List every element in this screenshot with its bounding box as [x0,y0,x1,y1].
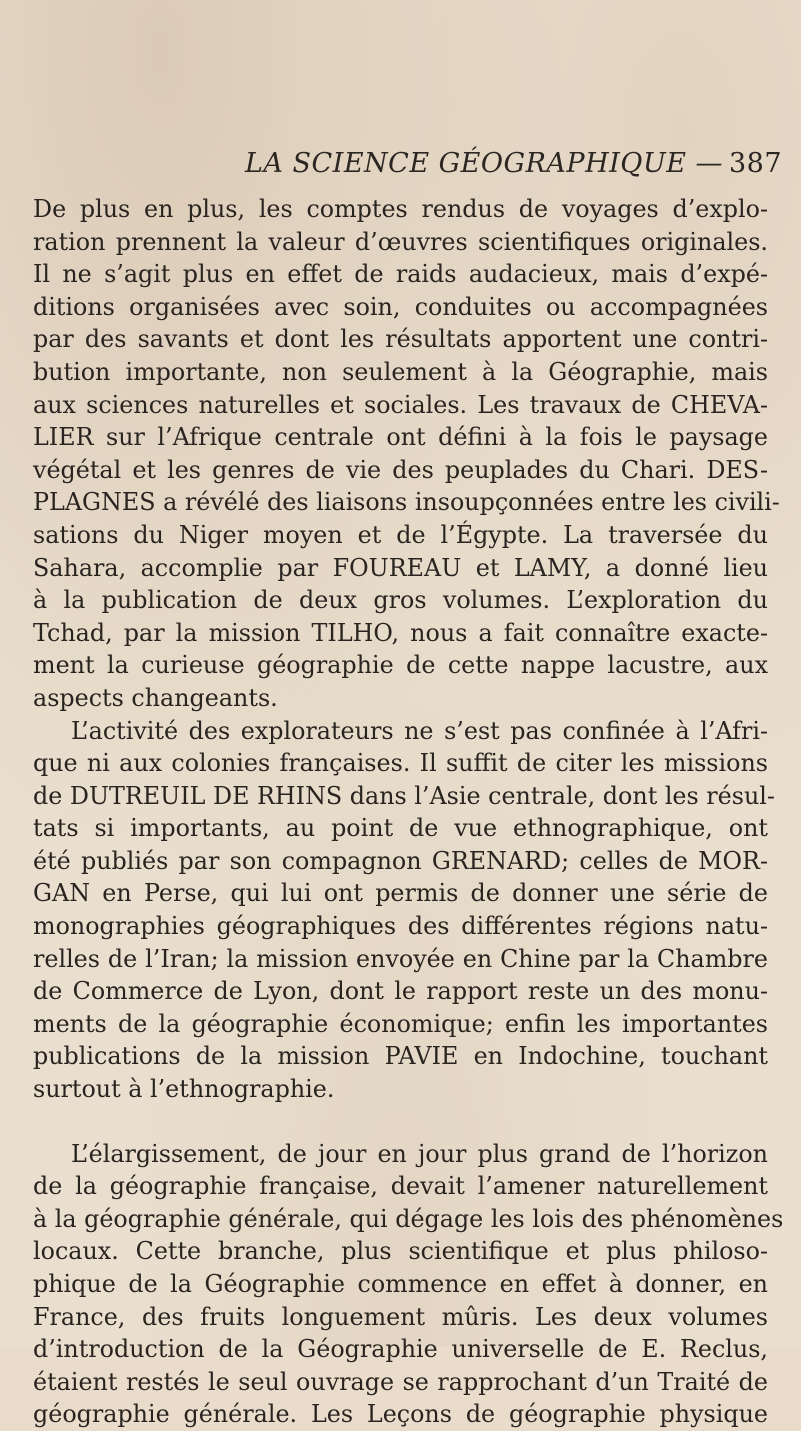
text-line: LIER sur l’Afrique centrale ont défini à la fois le paysage [33,423,768,452]
text-line: ration prennent la valeur d’œuvres scientifiques originales. [33,227,768,256]
text-line: Il ne s’agit plus en effet de raids audacieux, mais d’expé- [33,260,768,289]
paragraph [33,715,775,1106]
text-line: de DUTREUIL DE RHINS dans l’Asie centrale, dont les résul- [33,781,775,810]
text-line: tats si importants, au point de vue ethnographique, ont [33,814,768,843]
text-line: ditions organisées avec soin, conduites ou accompagnées [33,292,768,321]
text-line: PLAGNES a révélé des liaisons insoupçonnées entre les civili- [33,488,780,517]
text-line: que ni aux colonies françaises. Il suffit de citer les missions [33,749,768,778]
text-line: L’élargissement, de jour en jour plus grand de l’horizon [71,1139,768,1168]
text-line: relles de l’Iran; la mission envoyée en Chine par la Chambre [33,944,768,973]
text-line: d’introduction de la Géographie universelle de E. Reclus, [33,1335,768,1364]
text-line: sations du Niger moyen et de l’Égypte. La traversée du [33,520,768,549]
text-line: de la géographie française, devait l’amener naturellement [33,1172,768,1201]
text-line: ment la curieuse géographie de cette nappe lacustre, aux [33,651,768,680]
text-line: végétal et les genres de vie des peuplades du Chari. DES- [33,455,768,484]
text-line: L’activité des explorateurs ne s’est pas confinée à l’Afri- [71,716,768,745]
text-line: phique de la Géographie commence en effet à donner, en [33,1270,768,1298]
paragraphs [33,193,784,1431]
running-header [245,148,783,179]
paragraph [33,1138,784,1431]
text-line: bution importante, non seulement à la Géographie, mais [33,357,768,386]
text-line: ments de la géographie économique; enfin les importantes [33,1009,768,1038]
text-line: à la géographie générale, qui dégage les lois des phénomènes [33,1204,784,1233]
text-line: Sahara, accomplie par FOUREAU et LAMY, a donné lieu [33,553,768,582]
text-line: aux sciences naturelles et sociales. Les travaux de CHEVA- [33,390,768,419]
text-line: géographie générale. Les Leçons de géographie physique [33,1400,768,1429]
text-line: monographies géographiques des différentes régions natu- [33,912,768,941]
running-title: LA SCIENCE GÉOGRAPHIQUE — [245,148,723,179]
text-line: par des savants et dont les résultats apportent une contri- [33,325,768,354]
text-line: publications de la mission PAVIE en Indochine, touchant [33,1042,768,1071]
text-line: de Commerce de Lyon, dont le rapport reste un des monu- [33,977,768,1006]
paragraph-gap [33,1106,768,1138]
page-number: 387 [729,148,783,179]
text-line: aspects changeants. [33,683,278,712]
text-line: GAN en Perse, qui lui ont permis de donner une série de [33,879,768,908]
text-line: De plus en plus, les comptes rendus de voyages d’explo- [33,195,768,223]
text-line: à la publication de deux gros volumes. L’exploration du [33,586,768,615]
text-line: locaux. Cette branche, plus scientifique et plus philoso- [33,1237,768,1266]
text-line: étaient restés le seul ouvrage se rapprochant d’un Traité de [33,1367,768,1396]
text-line: été publiés par son compagnon GRENARD; celles de MOR- [33,846,768,875]
body-text [33,193,784,1431]
text-line: Tchad, par la mission TILHO, nous a fait connaître exacte- [33,618,768,647]
text-line: France, des fruits longuement mûris. Les deux volumes [33,1302,768,1331]
paragraph [33,193,780,715]
text-line: surtout à l’ethnographie. [33,1075,335,1104]
